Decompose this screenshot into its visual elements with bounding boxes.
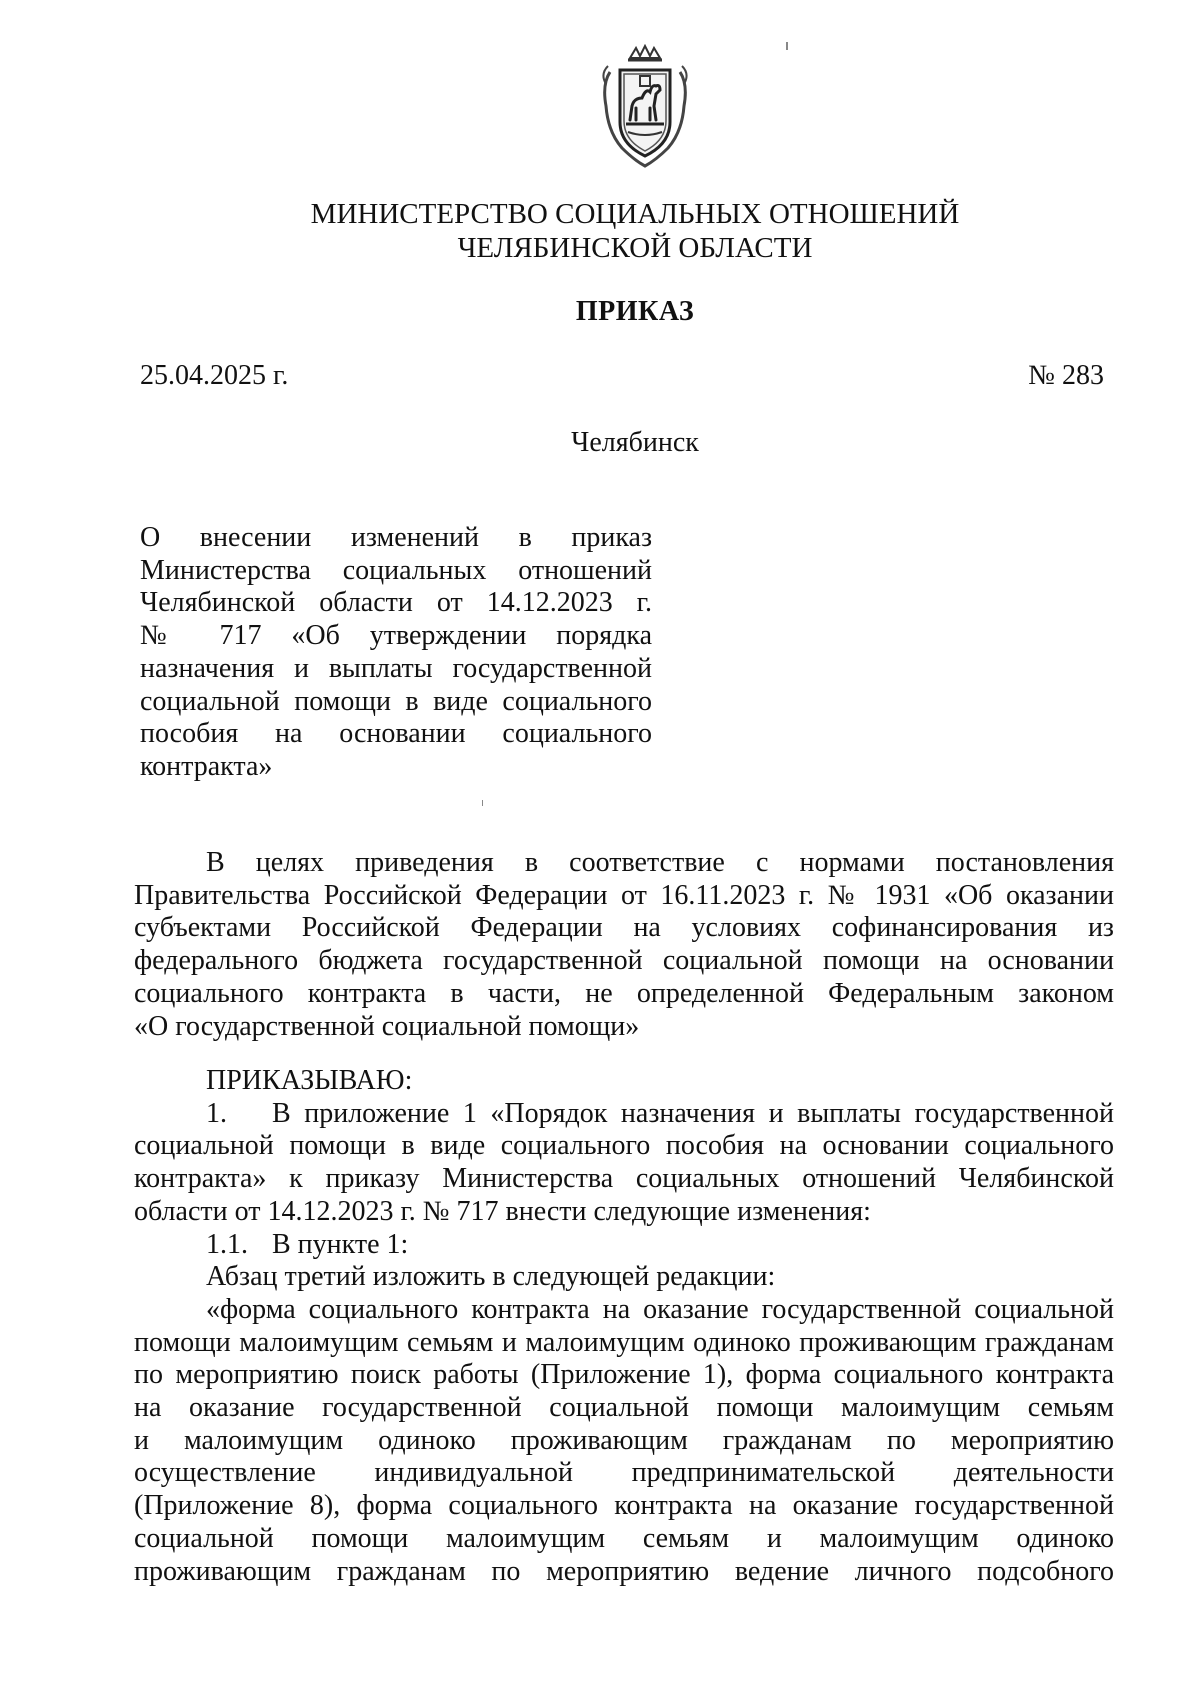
subject-line: О внесении изменений в приказ <box>140 522 652 553</box>
quote-line: осуществление индивидуальной предпринимательской деятельности <box>134 1457 1114 1489</box>
subject-line: Министерства социальных отношений <box>140 554 652 586</box>
document-type-title: ПРИКАЗ <box>575 296 695 327</box>
quote-line: по мероприятию поиск работы (Приложение 1), форма социального контракта <box>134 1359 1114 1391</box>
preamble-line: социального контракта в части, не определенной Федеральным законом <box>134 977 1114 1009</box>
ministry-name-line2: ЧЕЛЯБИНСКОЙ ОБЛАСТИ <box>457 232 813 264</box>
preamble-paragraph <box>134 847 1114 1043</box>
paragraph-intro: Абзац третий изложить в следующей редакции: <box>206 1261 776 1293</box>
quote-line: социальной помощи малоимущим семьям и малоимущим одиноко <box>134 1522 1114 1554</box>
order-item-1-1-number: 1.1. <box>206 1228 248 1260</box>
quote-line: и малоимущим одиноко проживающим гражданам по мероприятию <box>134 1424 1114 1456</box>
order-item-1-line: социальной помощи в виде социального пособия на основании социального <box>134 1130 1114 1162</box>
order-item-1-line: контракта» к приказу Министерства социальных отношений Челябинской <box>134 1163 1114 1195</box>
order-item-1-text: В приложение 1 «Порядок назначения и выплаты государственной <box>272 1097 1114 1129</box>
order-item-1-1 <box>134 1229 1114 1262</box>
city-name: Челябинск <box>571 427 699 458</box>
subject-line: контракта» <box>140 750 273 782</box>
subject-line: № 717 «Об утверждении порядка <box>140 620 652 652</box>
order-item-1-first-line <box>134 1098 1114 1131</box>
scan-speck <box>482 800 483 806</box>
coat-of-arms-emblem <box>596 44 694 172</box>
preamble-line: В целях приведения в соответствие с нормами постановления <box>206 847 1114 878</box>
order-subject <box>140 522 652 784</box>
quote-line: (Приложение 8), форма социального контракта на оказание государственной <box>134 1490 1114 1522</box>
subject-line: социальной помощи в виде социального <box>140 685 652 717</box>
preamble-line: субъектами Российской Федерации на условиях софинансирования из <box>134 912 1114 944</box>
preamble-line: федерального бюджета государственной социальной помощи на основании <box>134 945 1114 977</box>
order-item-1-1-text: В пункте 1: <box>272 1228 409 1260</box>
orders-section <box>134 1065 1114 1588</box>
order-item-1-number: 1. <box>206 1097 227 1129</box>
quote-line: помощи малоимущим семьям и малоимущим одиноко проживающим гражданам <box>134 1326 1114 1358</box>
subject-line: пособия на основании социального <box>140 718 652 750</box>
scan-speck <box>786 42 788 50</box>
preamble-line: Правительства Российской Федерации от 16.11.2023 г. № 1931 «Об оказании <box>134 879 1114 911</box>
order-item-1-line: области от 14.12.2023 г. № 717 внести следующие изменения: <box>134 1195 871 1227</box>
quote-line: на оказание государственной социальной помощи малоимущим семьям <box>134 1392 1114 1424</box>
order-number: № 283 <box>1028 360 1104 391</box>
order-date: 25.04.2025 г. <box>140 360 289 391</box>
preamble-line: «О государственной социальной помощи» <box>134 1010 640 1042</box>
quote-line: проживающим гражданам по мероприятию ведение личного подсобного <box>134 1555 1114 1587</box>
quote-line: «форма социального контракта на оказание государственной социальной <box>206 1293 1114 1325</box>
ministry-name-line1: МИНИСТЕРСТВО СОЦИАЛЬНЫХ ОТНОШЕНИЙ <box>310 198 960 230</box>
orders-heading: ПРИКАЗЫВАЮ: <box>206 1065 413 1096</box>
subject-line: назначения и выплаты государственной <box>140 652 652 684</box>
subject-line: Челябинской области от 14.12.2023 г. <box>140 587 652 619</box>
